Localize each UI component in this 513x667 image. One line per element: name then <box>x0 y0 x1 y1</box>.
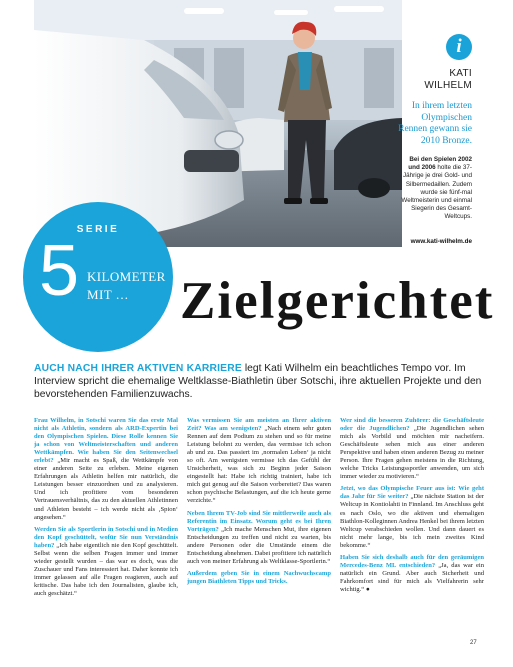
badge-series-label: SERIE <box>76 224 120 235</box>
qa-block <box>34 526 178 598</box>
answer: „Die nächste Station ist der Weltcup in Kontiolahti in Finnland. Im Anschluss geht es nach Oslo, wo die aktiven und ehemaligen Biathlon-Kolleginnen Andrea Henkel bei ihrem letzten Weltcup verabschieden wollen. Und dann dauert es nicht mehr lange, bis ich mein zweites Kind bekomme.“ <box>340 493 484 549</box>
website-link[interactable]: www.kati-wilhelm.de <box>410 238 472 245</box>
answer: „Mir macht es Spaß, die Wettkämpfe von einer anderen Seite zu erleben. Meine eigenen Erfahrungen als Athletin helfen mir natürlich, die Leistungen besser einzuordnen und zu analysieren. Und ich profitiere vom besonderen Vertrauensverhältnis, das zu den aktuellen Athletinnen und Athleten besteht – ich werde nicht als ‚Spion‘ angesehen.“ <box>34 457 178 521</box>
qa-block <box>340 554 484 594</box>
qa-block <box>34 417 178 522</box>
question: Neben Ihrem TV-Job sind Sie mittlerweile auch als Referentin im Einsatz. Worum geht es bei Ihren Vorträgen? <box>187 509 331 533</box>
info-icon: i <box>446 34 472 60</box>
athlete-name <box>400 68 472 92</box>
question: Werden Sie als Sportlerin in Sotschi und in Medien den Kopf geschüttelt, wofür Sie nun Verständnis haben? <box>34 525 178 549</box>
answer: „Nach einem sehr guten Rennen auf dem Podium zu stehen und so für meine Leistung belohnt zu werden, das vermisse ich schon ab und zu. Das passiert im ‚normalen Leben‘ ja nicht so oft. Am wenigsten vermisse ich das Gefühl der Unsicherheit, was sich zu Beginn jeder Saison eingestellt hat: Habe ich richtig trainiert, habe ich mich gut genug auf die Saison vorbereitet? Das waren schon psychische Belastungen, auf die ich heute gerne verzichte.“ <box>187 425 331 505</box>
answer: „Ich mache Menschen Mut, ihre eigenen Entscheidungen zu treffen und nicht zu warten, bis andere Personen oder die Umstände einem die Entscheidung abnehmen. Dabei profitiere ich natürlich auch von meiner Erfahrung als Weltklasse-Sportlerin.“ <box>187 525 331 565</box>
info-lead: In ihrem letzten Olympischen Rennen gewann sie 2010 Bronze. <box>398 101 472 146</box>
badge-number: 5 <box>39 231 80 311</box>
qa-block <box>340 417 484 481</box>
page-title: Zielgerichtet <box>180 272 495 330</box>
question: Außerdem geben Sie in einem Nachwuchscamp jungen Biathleten Tipps und Tricks. <box>187 569 331 585</box>
info-body-bold: Bei den Spielen 2002 und 2006 <box>408 156 472 172</box>
answer: „Die Jugendlichen sehen mich als Vorbild und möchten mir nacheifern. Geschäftsleute sehen mich aus einer anderen Perspektive und haben einen anderen Bezug zu meiner Person. Ihre Fragen gehen meistens in die Richtung, welche Tricks Leistungssportler anwenden, um sich immer wieder zu motivieren.“ <box>340 425 484 481</box>
page-number: 27 <box>470 640 477 646</box>
badge-line1: KILOMETER <box>87 269 166 284</box>
intro-text: legt Kati Wilhelm ein beachtliches Tempo vor. Im Interview spricht die ehemalige Weltklasse-Biathletin über Sotschi, ihre aktuellen Projekte und den bevorstehenden Familienzuwachs. <box>34 363 482 401</box>
interview-columns <box>34 417 484 657</box>
answer: „Ich habe eigentlich nie den Kopf geschüttelt. Selbst wenn die selben Fragen immer und immer wieder gestellt wurden – das war es doch, was die Zuschauer und Fans interessiert hat. Daher konnte ich immer gelassen auf alle Fragen reagieren, auch auf kritische. Das habe ich den Journalisten, glaube ich, auch geschätzt.“ <box>34 541 178 597</box>
column-1 <box>34 417 178 657</box>
qa-block <box>187 570 331 586</box>
series-badge <box>23 202 173 352</box>
question: Frau Wilhelm, in Sotschi waren Sie das erste Mal nicht als Athletin, sondern als ARD-Expertin bei den Olympischen Spielen. Diese Rolle kennen Sie ja schon von Weltmeisterschaften und anderen Wettkämpfen. Wie haben Sie den Seitenwechsel erlebt? <box>34 417 178 465</box>
badge-line2: MIT … <box>87 287 129 302</box>
question: Jetzt, wo das Olympische Feuer aus ist: Wie geht das Jahr für Sie weiter? <box>340 485 484 501</box>
qa-block <box>187 417 331 506</box>
info-body <box>400 156 472 222</box>
question: Was vermissen Sie am meisten an Ihrer aktiven Zeit? Was am wenigsten? <box>187 417 331 433</box>
column-2 <box>187 417 331 657</box>
question: Haben Sie sich deshalb auch für den geräumigen Mercedes-Benz ML entschieden? <box>340 553 484 569</box>
column-3 <box>340 417 484 657</box>
question: Wer sind die besseren Zuhörer: die Geschäftsleute oder die Jugendlichen? <box>340 417 484 433</box>
athlete-last-name: WILHELM <box>424 80 472 91</box>
answer: „Ja, das war ein natürlich ein Grund. Aber auch Sicherheit und Fahrkomfort sind für mich als Vielfahrerin sehr wichtig.“ ● <box>340 561 484 593</box>
qa-block <box>340 485 484 549</box>
qa-block <box>187 510 331 566</box>
intro-kicker: AUCH NACH IHRER AKTIVEN KARRIERE <box>34 363 242 374</box>
info-body-text: holte die 37-Jährige je drei Gold- und Silbermedaillen. Zudem wurde sie fünf-mal Weltmeisterin und einmal Siegerin des Gesamt-Weltcups. <box>401 164 472 221</box>
athlete-first-name: KATI <box>449 68 472 79</box>
intro-paragraph <box>34 362 482 402</box>
